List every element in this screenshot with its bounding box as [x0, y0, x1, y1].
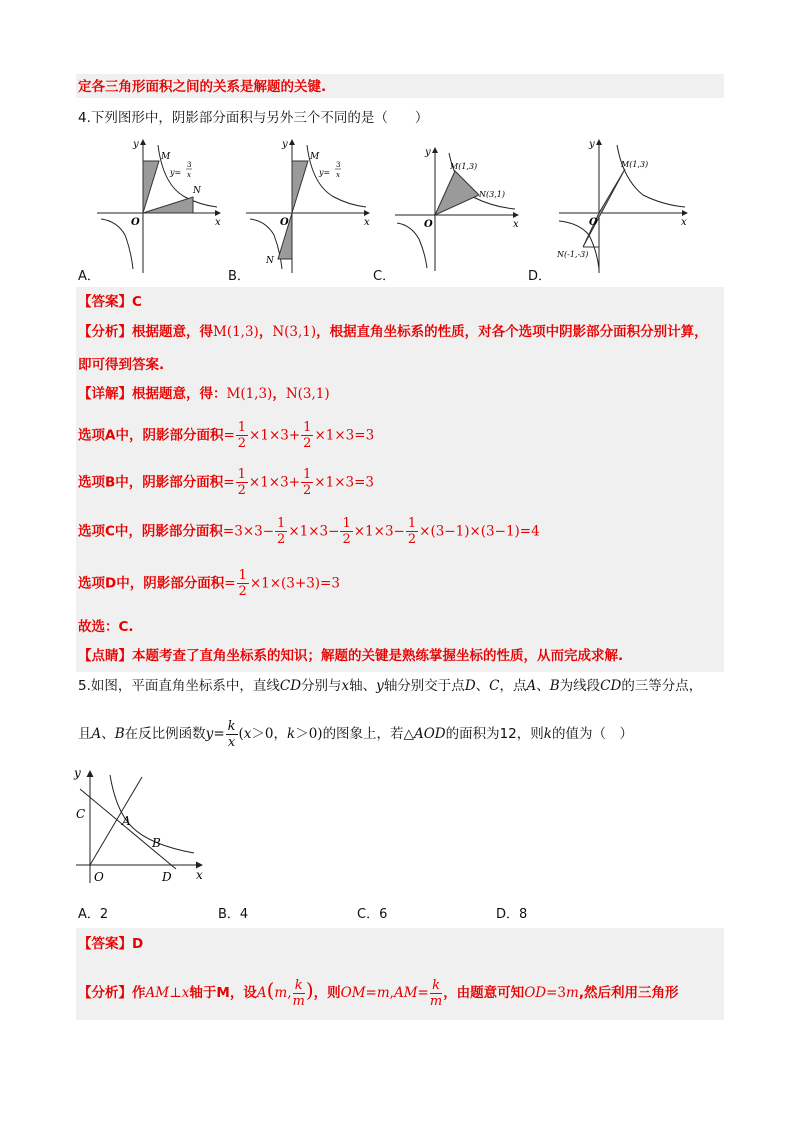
q5-B: B [152, 836, 161, 850]
q4a-shade-right [143, 197, 193, 213]
q4-detail-point-n: N(3,1) [285, 386, 330, 402]
q5-stem1-g: 的三等分点， [621, 678, 703, 694]
q4-detail: 【详解】根据题意，得：M(1,3)，N(3,1) [78, 386, 330, 402]
q4a-origin: O [131, 217, 140, 228]
q4-detail-text: 根据题意，得： [132, 386, 227, 402]
q4b-func-den: x [336, 171, 340, 179]
q4b-y-label: y [282, 139, 288, 150]
q4-figure-a [95, 135, 225, 275]
q4a-func-den: x [187, 171, 191, 179]
q5-option-a[interactable]: A．2 [78, 907, 109, 922]
q4-calc-a: 选项A中，阴影部分面积= $\frac{1}{2}$ ×1×3+ $\frac{1}{2}$ ×1×3=3 [78, 420, 375, 451]
q4-stem: 4.下列图形中，阴影部分面积与另外三个不同的是（ ） [78, 110, 429, 126]
q5-line-oa [90, 777, 142, 865]
q5-stem2-a: 且 [78, 726, 92, 742]
q5-C: C [76, 807, 86, 821]
q4-calc-b-label: 选项B中，阴影部分面积 [78, 474, 224, 491]
q4-calc-b-result: 3 [365, 474, 375, 491]
q4-analysis-pre: 根据题意，得 [132, 324, 213, 340]
q4-comment [78, 646, 623, 666]
q4a-shade-left [143, 161, 159, 213]
q4b-N: N [266, 256, 274, 266]
q4-comment-text: 本题考查了直角坐标系的知识；解题的关键是熟练掌握坐标的性质，从而完成求解. [132, 648, 624, 664]
q5-stem2-d: 的面积为12，则 [445, 726, 544, 742]
q5-answer [78, 934, 143, 954]
q5-analysis-e: ,然后利用三角形 [578, 985, 679, 1001]
q5-analysis-a: 作 [132, 985, 146, 1001]
q4-option-d[interactable]: D． [528, 269, 552, 284]
q5-x-label: x [196, 868, 203, 882]
q4-answer-label: 【答案】 [78, 294, 132, 310]
q4a-N: N [193, 186, 201, 196]
q4a-curve-lower [101, 219, 133, 269]
q4d-N: N(-1,-3) [557, 250, 589, 259]
q4d-y-label: y [589, 139, 595, 150]
q4c-y-label: y [425, 147, 431, 158]
q5-analysis-c: ，则 [313, 985, 341, 1001]
q4-option-a[interactable]: A． [78, 269, 100, 284]
q4-comment-label: 【点睛】 [78, 648, 132, 664]
q4-calc-a-result: 3 [365, 427, 375, 444]
q4-answer-value: C [132, 294, 142, 310]
q4-calc-a-label: 选项A中，阴影部分面积 [78, 427, 224, 444]
q5-option-b[interactable]: B．4 [218, 907, 249, 922]
q4b-x-label: x [364, 217, 370, 228]
q5-stem2-e: 的值为（ ） [551, 726, 633, 742]
q4-detail-point-m: M(1,3) [226, 386, 273, 402]
q4-calc-d: 选项D中，阴影部分面积= $\frac{1}{2}$ ×1×(3+3)=3 [78, 568, 340, 599]
q4b-func-num: 3 [336, 161, 341, 169]
q5-stem2-b: 在反比例函数 [124, 726, 206, 742]
q4-analysis-point-n: N(3,1) [272, 324, 317, 340]
q4d-x-label: x [681, 217, 687, 228]
q4-calc-b: 选项B中，阴影部分面积= $\frac{1}{2}$ ×1×3+ $\frac{1}{2}$ ×1×3=3 [78, 467, 375, 498]
q4-choice: 故选：C. [78, 619, 134, 635]
q4-analysis-point-m: M(1,3) [213, 324, 259, 340]
q4c-x-label: x [513, 219, 519, 230]
q4b-origin: O [280, 217, 289, 228]
q4a-func-num: 3 [187, 161, 192, 169]
q4b-shade-upper [292, 161, 308, 213]
q4a-M: M [161, 152, 171, 162]
q4a-func: y= [170, 168, 182, 177]
q5-stem1-d: 轴分别交于点 [383, 678, 465, 694]
q5-analysis-b: 轴于M，设 [189, 985, 257, 1001]
q4-calc-c: 选项C中，阴影部分面积=3×3− $\frac{1}{2}$ ×1×3− $\frac{1}{2}$ ×1×3− $\frac{1}{2}$ ×(3−1)×(3−1)=4 [78, 516, 540, 547]
q4c-curve-lower [397, 223, 427, 268]
q5-analysis: 【分析】作AM⊥x轴于M，设A(m, $\frac{k}{m}$ )，则OM=m,AM= $\frac{k}{m}$ ，由题意可知OD=3m,然后利用三角形 [78, 977, 679, 1009]
q4-analysis-label: 【分析】 [78, 324, 132, 340]
q4-calc-d-result: 3 [331, 575, 340, 592]
q5-figure [70, 765, 210, 890]
q4d-M: M(1,3) [621, 160, 649, 169]
q4c-M: M(1,3) [450, 162, 478, 171]
q5-stem2-c: 的图象上，若 [322, 726, 404, 742]
q5-stem1-b: 分别与 [301, 678, 342, 694]
q4a-x-label: x [215, 217, 221, 228]
q5-option-c[interactable]: C．6 [357, 907, 388, 922]
q4-figure-b [244, 135, 374, 275]
q5-D: D [162, 870, 172, 884]
q5-stem-line1: 5.如图，平面直角坐标系中，直线CD分别与x轴、y轴分别交于点D、C，点A、B为线段CD的三等分点， [78, 678, 703, 694]
q5-analysis-label: 【分析】 [78, 985, 132, 1001]
q4d-origin: O [589, 217, 598, 228]
q4c-origin: O [424, 219, 433, 230]
q4c-shade [435, 171, 479, 215]
q4d-shade [583, 169, 625, 247]
q5-analysis-d: ，由题意可知 [443, 985, 525, 1001]
q5-option-d[interactable]: D．8 [496, 907, 528, 922]
q4-option-c[interactable]: C． [373, 269, 396, 284]
q4-analysis-line2: 即可得到答案. [78, 357, 165, 373]
q4-detail-label: 【详解】 [78, 386, 132, 402]
q4b-func: y= [319, 168, 331, 177]
q5-stem1-c: 轴、 [349, 678, 377, 694]
q4a-y-label: y [133, 139, 139, 150]
q4-option-b[interactable]: B． [228, 269, 250, 284]
q5-stem1-f: 为线段 [559, 678, 601, 694]
q4-figure-d [557, 135, 692, 275]
q4-calc-c-result: 4 [531, 523, 540, 540]
q5-stem1-a: 5.如图，平面直角坐标系中，直线 [78, 678, 280, 694]
q5-answer-label: 【答案】 [78, 936, 132, 952]
q5-stem1-e: ，点 [499, 678, 527, 694]
q4-analysis: 【分析】根据题意，得M(1,3)，N(3,1)，根据直角坐标系的性质，对各个选项中阴影部分面积分别计算， [78, 324, 708, 340]
q5-y-label: y [74, 766, 81, 780]
q4b-M: M [310, 152, 320, 162]
q4-calc-d-label: 选项D中，阴影部分面积 [78, 575, 225, 592]
q5-stem-line2: 且A、B在反比例函数y= $\frac{k}{x}$ (x＞0，k＞0)的图象上，若△AOD的面积为12，则k的值为（ ） [78, 718, 633, 750]
q4c-N: N(3,1) [479, 190, 505, 199]
q4d-curve-upper [617, 145, 685, 207]
q5-A: A [122, 814, 131, 828]
q4-answer [78, 292, 142, 312]
q5-origin: O [94, 870, 104, 884]
q5-answer-value: D [132, 936, 144, 952]
q4-analysis-post: ，根据直角坐标系的性质，对各个选项中阴影部分面积分别计算， [316, 324, 708, 340]
top-band-text: 定各三角形面积之间的关系是解题的关键. [78, 79, 327, 95]
q4-figure-c [393, 143, 523, 273]
q4-calc-c-label: 选项C中，阴影部分面积 [78, 523, 223, 540]
